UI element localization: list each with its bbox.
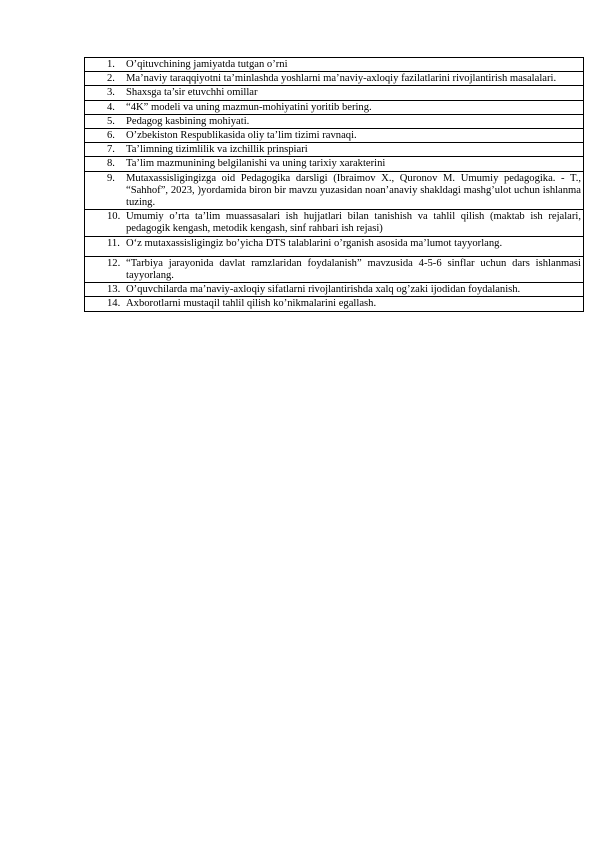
- item-number: 9.: [107, 172, 115, 184]
- table-cell: [85, 157, 584, 171]
- table-row: [85, 129, 584, 143]
- item-number: 5.: [107, 115, 115, 127]
- item-text: Ma’naviy taraqqiyotni ta’minlashda yoshlarni ma’naviy-axloqiy fazilatlarini rivojlantirish masalalari.: [126, 73, 557, 85]
- item-text: O’quvchilarda ma’naviy-axloqiy sifatlarni rivojlantirishda xalq og’zaki ijodidan foydalanish.: [126, 284, 521, 296]
- item-number: 6.: [107, 130, 115, 142]
- table-cell: [85, 297, 584, 311]
- table-cell: [85, 210, 584, 236]
- item-number: 3.: [107, 87, 115, 99]
- table-row: [85, 58, 584, 72]
- item-number: 12.: [107, 257, 121, 269]
- item-number: 8.: [107, 158, 115, 170]
- item-number: 11.: [107, 237, 120, 249]
- table-cell: [85, 58, 584, 72]
- table-row: [85, 86, 584, 100]
- table-cell: [85, 100, 584, 114]
- table-row: [85, 157, 584, 171]
- item-number: 10.: [107, 211, 121, 223]
- table-row: [85, 236, 584, 256]
- table-cell: [85, 236, 584, 256]
- table-row: [85, 114, 584, 128]
- table-cell: [85, 283, 584, 297]
- table-cell: [85, 72, 584, 86]
- table-row: [85, 256, 584, 282]
- table-row: [85, 143, 584, 157]
- table-cell: [85, 256, 584, 282]
- item-number: 13.: [107, 284, 121, 296]
- item-text: Shaxsga ta’sir etuvchhi omillar: [126, 87, 258, 99]
- item-text: “4K” modeli va uning mazmun-mohiyatini yoritib bering.: [126, 101, 372, 113]
- item-number: 1.: [107, 59, 115, 70]
- item-text: Umumiy o’rta ta’lim muassasalari ish hujjatlari bilan tanishish va tahlil qilish (maktab ish rejalari, pedagogik kengash, metodik kengash, sinf rahbari ish rejasi): [126, 211, 581, 235]
- table-row: [85, 297, 584, 311]
- table-row: [85, 171, 584, 210]
- table-row: [85, 100, 584, 114]
- task-list-table: [84, 57, 584, 312]
- item-number: 4.: [107, 101, 115, 113]
- table-row: [85, 72, 584, 86]
- item-text: Ta’lim mazmunining belgilanishi va uning tarixiy xarakterini: [126, 158, 386, 170]
- item-text: “Tarbiya jarayonida davlat ramzlaridan foydalanish” mavzusida 4-5-6 sinflar uchun dars ishlanmasi tayyorlang.: [126, 257, 581, 282]
- item-text: O‘z mutaxassisligingiz bo’yicha DTS talablarini o’rganish asosida ma’lumot tayyorlang.: [126, 237, 503, 249]
- table-cell: [85, 129, 584, 143]
- item-text: Axborotlarni mustaqil tahlil qilish ko’nikmalarini egallash.: [126, 298, 377, 310]
- item-number: 14.: [107, 298, 121, 310]
- item-text: O’qituvchining jamiyatda tutgan o’rni: [126, 59, 288, 70]
- item-number: 2.: [107, 73, 115, 85]
- table-row: [85, 210, 584, 236]
- table-row: [85, 283, 584, 297]
- item-text: Pedagog kasbining mohiyati.: [126, 115, 250, 127]
- item-number: 7.: [107, 144, 115, 156]
- item-text: Mutaxassisligingizga oid Pedagogika darsligi (Ibraimov X., Quronov M. Umumiy pedagogika. - T., “Sahhof”, 2023, )yordamida biron bir mavzu yuzasidan noan’anaviy shakldagi mashg’ulot uchun ishlanma tuzing.: [126, 172, 581, 209]
- table-cell: [85, 86, 584, 100]
- table-cell: [85, 171, 584, 210]
- item-text: Ta’limning tizimlilik va izchillik prinspiari: [126, 144, 308, 156]
- table-cell: [85, 143, 584, 157]
- item-text: O’zbekiston Respublikasida oliy ta’lim tizimi ravnaqi.: [126, 130, 357, 142]
- table-cell: [85, 114, 584, 128]
